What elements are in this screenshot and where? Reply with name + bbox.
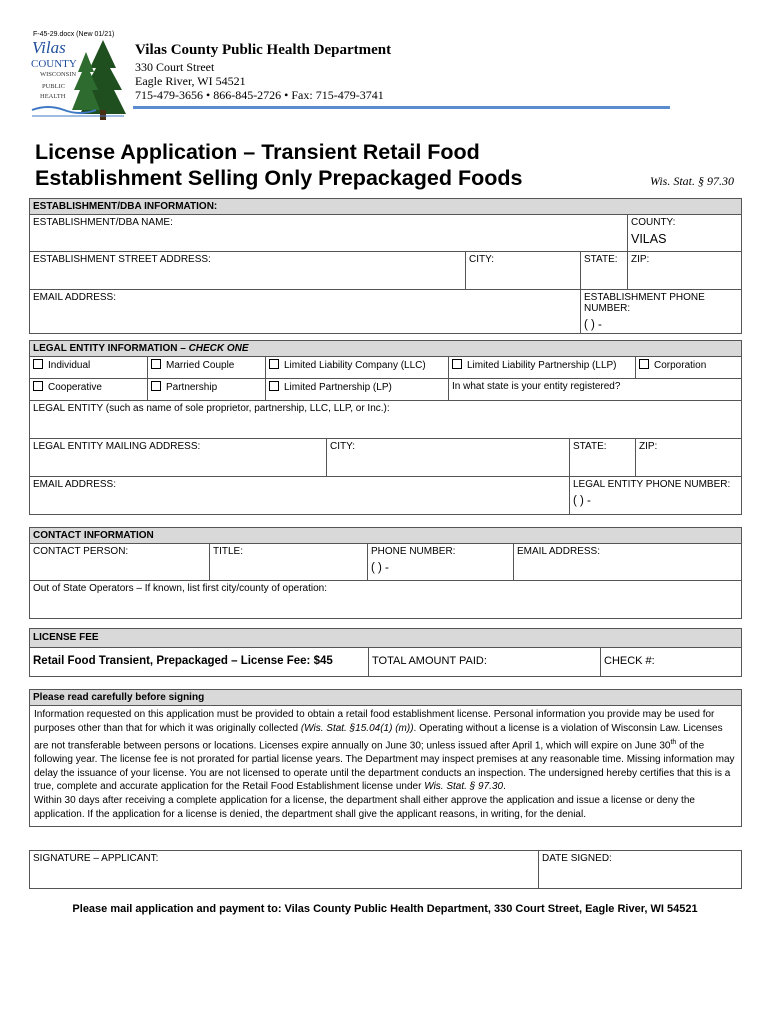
checkbox-icon[interactable]	[639, 359, 649, 369]
option-llc[interactable]: Limited Liability Company (LLC)	[266, 357, 449, 379]
contact-email-field[interactable]	[514, 544, 742, 581]
svg-text:WISCONSIN: WISCONSIN	[40, 71, 77, 78]
establishment-zip-label: ZIP:	[631, 254, 650, 265]
establishment-zip-field[interactable]	[628, 252, 742, 290]
legal-mailing-label: LEGAL ENTITY MAILING ADDRESS:	[33, 441, 201, 452]
establishment-street-label: ESTABLISHMENT STREET ADDRESS:	[33, 254, 211, 265]
checkbox-icon[interactable]	[33, 381, 43, 391]
checkbox-icon[interactable]	[269, 381, 279, 391]
legal-email-label: EMAIL ADDRESS:	[33, 479, 116, 490]
out-of-state-label: Out of State Operators – If known, list first city/county of operation:	[33, 583, 328, 594]
legal-entity-name-label: LEGAL ENTITY (such as name of sole proprietor, partnership, LLC, LLP, or Inc.):	[33, 403, 390, 414]
option-cooperative[interactable]: Cooperative	[30, 379, 148, 401]
contact-person-label: CONTACT PERSON:	[33, 546, 129, 557]
page-title	[35, 139, 522, 191]
contact-title-field[interactable]	[210, 544, 368, 581]
signature-label: SIGNATURE – APPLICANT:	[33, 853, 159, 864]
option-partnership[interactable]: Partnership	[148, 379, 266, 401]
org-street: 330 Court Street	[135, 60, 215, 74]
establishment-state-field[interactable]	[581, 252, 628, 290]
date-signed-field[interactable]	[539, 851, 742, 889]
legal-state-label: STATE:	[573, 441, 607, 452]
fee-section-title: LICENSE FEE	[30, 629, 742, 648]
entity-state-field[interactable]	[449, 379, 742, 401]
establishment-phone-field[interactable]	[581, 290, 742, 334]
option-lp[interactable]: Limited Partnership (LP)	[266, 379, 449, 401]
fee-description: Retail Food Transient, Prepackaged – License Fee: $45	[30, 648, 369, 677]
contact-phone-field[interactable]	[368, 544, 514, 581]
contact-section	[29, 527, 742, 619]
county-field[interactable]	[628, 215, 742, 252]
notice-paragraph-1: Information requested on this application must be provided to obtain a retail food establishment license. Personal information you provide may be used for purposes other than that for which it was originally collected (Wis. Stat. §15.04(1) (m)). Operating without a license is a violation of Wisconsin Law. Licenses are not transferable between persons or locations. Licenses expire annually on June 30; unless issued after April 1, which will expire on June 30th of the following year. The license fee is not prorated for partial license years. The Department may inspect premises at any reasonable time. Missing information may delay the issuance of your license. You are not licensed to operate until the department conducts an inspection. The undersigned hereby certifies that this is a true, complete and accurate application for the Retail Food Establishment license under Wis. Stat. § 97.30.	[34, 709, 735, 793]
check-number-label: CHECK #:	[604, 655, 655, 667]
establishment-section-title: ESTABLISHMENT/DBA INFORMATION:	[30, 199, 742, 215]
contact-phone-value: ( ) -	[371, 562, 389, 574]
option-llp[interactable]: Limited Liability Partnership (LLP)	[449, 357, 636, 379]
legal-entity-name-field[interactable]	[30, 401, 742, 439]
svg-text:Vilas: Vilas	[32, 38, 66, 57]
date-signed-label: DATE SIGNED:	[542, 853, 612, 864]
establishment-city-label: CITY:	[469, 254, 495, 265]
establishment-street-field[interactable]	[30, 252, 466, 290]
checkbox-icon[interactable]	[452, 359, 462, 369]
legal-phone-label: LEGAL ENTITY PHONE NUMBER:	[573, 479, 731, 490]
form-id: F-45-29.docx (New 01/21)	[33, 31, 115, 38]
legal-phone-value: ( ) -	[573, 495, 591, 507]
establishment-phone-label: ESTABLISHMENT PHONE NUMBER:	[584, 292, 705, 314]
legal-state-field[interactable]	[570, 439, 636, 477]
svg-text:COUNTY: COUNTY	[31, 58, 77, 70]
establishment-city-field[interactable]	[466, 252, 581, 290]
legal-city-field[interactable]	[327, 439, 570, 477]
header-rule	[133, 106, 670, 109]
contact-person-field[interactable]	[30, 544, 210, 581]
tree-icon	[72, 40, 126, 120]
mailing-instructions: Please mail application and payment to: Vilas County Public Health Department, 330 Court Street, Eagle River, WI 54521	[72, 903, 698, 915]
legal-phone-field[interactable]	[570, 477, 742, 515]
checkbox-icon[interactable]	[151, 359, 161, 369]
check-number-field[interactable]	[601, 648, 742, 677]
legal-zip-label: ZIP:	[639, 441, 658, 452]
title-line-1: License Application – Transient Retail Food	[35, 140, 480, 164]
establishment-state-label: STATE:	[584, 254, 618, 265]
contact-title-label: TITLE:	[213, 546, 244, 557]
org-city: Eagle River, WI 54521	[135, 74, 246, 88]
contact-section-title: CONTACT INFORMATION	[30, 528, 742, 544]
license-fee-section	[29, 628, 742, 677]
county-logo	[28, 38, 128, 124]
establishment-section	[29, 198, 742, 334]
legal-mailing-field[interactable]	[30, 439, 327, 477]
total-paid-field[interactable]	[369, 648, 601, 677]
signature-section	[29, 850, 742, 889]
notice-section	[29, 689, 742, 827]
option-individual[interactable]: Individual	[30, 357, 148, 379]
entity-state-question: In what state is your entity registered?	[452, 381, 621, 392]
notice-text	[30, 706, 742, 827]
out-of-state-field[interactable]	[30, 581, 742, 619]
legal-city-label: CITY:	[330, 441, 356, 452]
legal-email-field[interactable]	[30, 477, 570, 515]
establishment-email-label: EMAIL ADDRESS:	[33, 292, 116, 303]
statute-ref: Wis. Stat. § 97.30	[650, 174, 735, 188]
signature-field[interactable]	[30, 851, 539, 889]
svg-text:HEALTH: HEALTH	[40, 93, 66, 100]
svg-text:PUBLIC: PUBLIC	[42, 83, 66, 90]
legal-entity-section	[29, 340, 742, 515]
establishment-name-label: ESTABLISHMENT/DBA NAME:	[33, 217, 173, 228]
option-corporation[interactable]: Corporation	[636, 357, 742, 379]
checkbox-icon[interactable]	[33, 359, 43, 369]
org-name: Vilas County Public Health Department	[135, 42, 392, 58]
establishment-email-field[interactable]	[30, 290, 581, 334]
legal-zip-field[interactable]	[636, 439, 742, 477]
org-phones: 715-479-3656 • 866-845-2726 • Fax: 715-479-3741	[135, 88, 384, 102]
checkbox-icon[interactable]	[269, 359, 279, 369]
notice-paragraph-2: Within 30 days after receiving a complete application for a license, the department shall either approve the application and issue a license or deny the application. If the application for a license is denied, the department shall give the applicant reasons, in writing, for the denial.	[34, 795, 695, 820]
county-label: COUNTY:	[631, 217, 676, 228]
contact-phone-label: PHONE NUMBER:	[371, 546, 456, 557]
option-married-couple[interactable]: Married Couple	[148, 357, 266, 379]
county-value: VILAS	[631, 232, 667, 246]
checkbox-icon[interactable]	[151, 381, 161, 391]
establishment-phone-value: ( ) -	[584, 319, 602, 331]
legal-section-title: LEGAL ENTITY INFORMATION – CHECK ONE	[30, 341, 742, 357]
title-line-2: Establishment Selling Only Prepackaged Foods	[35, 166, 523, 190]
total-paid-label: TOTAL AMOUNT PAID:	[372, 655, 487, 667]
establishment-name-field[interactable]	[30, 215, 628, 252]
notice-section-title: Please read carefully before signing	[30, 690, 742, 706]
contact-email-label: EMAIL ADDRESS:	[517, 546, 600, 557]
